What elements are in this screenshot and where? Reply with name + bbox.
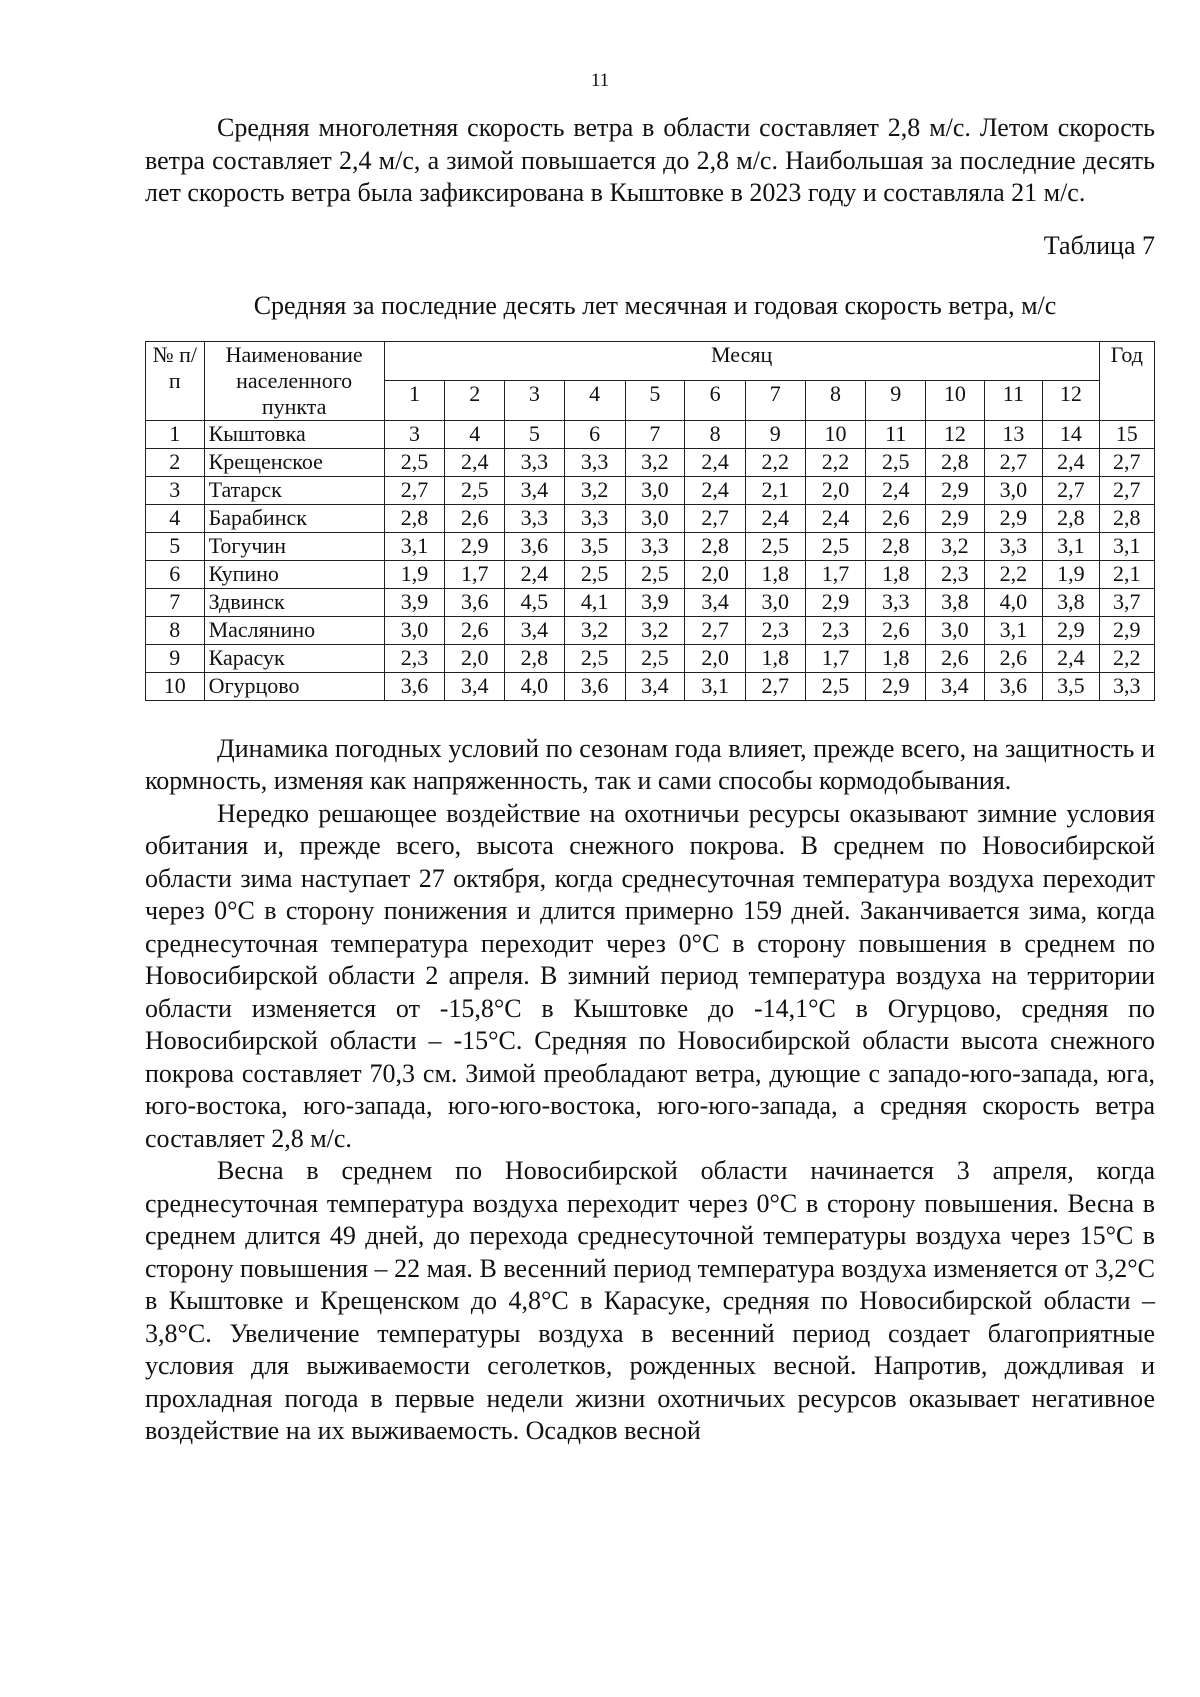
year-value-cell: 2,1	[1099, 560, 1154, 588]
year-value-cell: 2,7	[1099, 476, 1154, 504]
month-value-cell: 8	[685, 420, 746, 448]
month-value-cell: 2,6	[866, 504, 926, 532]
row-number-cell: 8	[146, 616, 205, 644]
month-value-cell: 3,4	[505, 476, 565, 504]
month-value-cell: 3,9	[625, 588, 685, 616]
row-number-cell: 4	[146, 504, 205, 532]
table-row	[146, 644, 1155, 672]
settlement-name-cell: Тогучин	[204, 532, 384, 560]
paragraph-winter: Нередко решающее воздействие на охотничьи ресурсы оказывают зимние условия обитания и, прежде всего, высота снежного покрова. В среднем по Новосибирской области зима наступает 27 октября, когда среднесуточная температура воздуха переходит через 0°С в сторону понижения и длится примерно 159 дней. Заканчивается зима, когда среднесуточная температура переходит через 0°С в сторону повышения в среднем по Новосибирской области 2 апреля. В зимний период температура воздуха на территории области изменяется от -15,8°С в Кыштовке до -14,1°С в Огурцово, средняя по Новосибирской области – -15°С. Средняя по Новосибирской области высота снежного покрова составляет 70,3 см. Зимой преобладают ветра, дующие с западо-юго-запада, юга, юго-востока, юго-запада, юго-юго-востока, юго-юго-запада, а средняя скорость ветра составляет 2,8 м/с.	[145, 798, 1155, 1153]
row-number-cell: 2	[146, 448, 205, 476]
month-value-cell: 3,6	[984, 672, 1043, 700]
month-value-cell: 2,7	[685, 504, 746, 532]
month-value-cell: 2,4	[445, 448, 505, 476]
month-value-cell: 1,8	[866, 644, 926, 672]
year-value-cell: 2,7	[1099, 448, 1154, 476]
month-value-cell: 3,3	[866, 588, 926, 616]
table-row	[146, 672, 1155, 700]
settlement-name-cell: Огурцово	[204, 672, 384, 700]
month-value-cell: 1,7	[805, 644, 866, 672]
header-month-8: 8	[805, 381, 866, 421]
year-value-cell: 2,2	[1099, 644, 1154, 672]
month-value-cell: 6	[564, 420, 625, 448]
month-value-cell: 2,4	[866, 476, 926, 504]
month-value-cell: 3,8	[1043, 588, 1099, 616]
month-value-cell: 2,7	[1043, 476, 1099, 504]
month-value-cell: 3,1	[1043, 532, 1099, 560]
month-value-cell: 3,6	[564, 672, 625, 700]
header-name: Наименование населенного пункта	[204, 341, 384, 420]
month-value-cell: 3,2	[564, 476, 625, 504]
body-text	[145, 733, 1155, 1448]
header-month-2: 2	[445, 381, 505, 421]
month-value-cell: 2,8	[384, 504, 445, 532]
month-value-cell: 14	[1043, 420, 1099, 448]
header-month-5: 5	[625, 381, 685, 421]
header-num: № п/п	[146, 341, 205, 420]
row-number-cell: 7	[146, 588, 205, 616]
month-value-cell: 3,8	[926, 588, 985, 616]
year-value-cell: 2,8	[1099, 504, 1154, 532]
month-value-cell: 3,5	[1043, 672, 1099, 700]
month-value-cell: 2,5	[625, 560, 685, 588]
month-value-cell: 2,9	[866, 672, 926, 700]
month-value-cell: 3,6	[384, 672, 445, 700]
header-month-11: 11	[984, 381, 1043, 421]
month-value-cell: 2,4	[805, 504, 866, 532]
month-value-cell: 2,4	[685, 448, 746, 476]
month-value-cell: 3,2	[625, 448, 685, 476]
header-month-12: 12	[1043, 381, 1099, 421]
month-value-cell: 3,5	[564, 532, 625, 560]
month-value-cell: 3,0	[926, 616, 985, 644]
month-value-cell: 2,3	[926, 560, 985, 588]
month-value-cell: 2,5	[805, 672, 866, 700]
month-value-cell: 2,6	[984, 644, 1043, 672]
month-value-cell: 9	[745, 420, 805, 448]
month-value-cell: 2,3	[384, 644, 445, 672]
table-row	[146, 588, 1155, 616]
month-value-cell: 2,0	[685, 560, 746, 588]
month-value-cell: 2,7	[745, 672, 805, 700]
month-value-cell: 2,5	[805, 532, 866, 560]
header-month-10: 10	[926, 381, 985, 421]
month-value-cell: 1,7	[445, 560, 505, 588]
header-month-1: 1	[384, 381, 445, 421]
page-number: 11	[590, 70, 610, 91]
year-value-cell: 3,1	[1099, 532, 1154, 560]
table-body	[146, 420, 1155, 700]
month-value-cell: 3,4	[625, 672, 685, 700]
month-value-cell: 2,5	[866, 448, 926, 476]
month-value-cell: 3,3	[505, 448, 565, 476]
month-value-cell: 3,4	[685, 588, 746, 616]
month-value-cell: 2,3	[745, 616, 805, 644]
table-title: Средняя за последние десять лет месячная и годовая скорость ветра, м/с	[253, 291, 1057, 320]
month-value-cell: 2,8	[926, 448, 985, 476]
month-value-cell: 3,0	[745, 588, 805, 616]
month-value-cell: 3,4	[505, 616, 565, 644]
row-number-cell: 1	[146, 420, 205, 448]
settlement-name-cell: Здвинск	[204, 588, 384, 616]
month-value-cell: 3,0	[625, 476, 685, 504]
row-number-cell: 3	[146, 476, 205, 504]
row-number-cell: 6	[146, 560, 205, 588]
month-value-cell: 11	[866, 420, 926, 448]
month-value-cell: 3,9	[384, 588, 445, 616]
month-value-cell: 3,1	[984, 616, 1043, 644]
month-value-cell: 2,3	[805, 616, 866, 644]
wind-speed-table	[145, 341, 1155, 701]
settlement-name-cell: Карасук	[204, 644, 384, 672]
month-value-cell: 3,6	[505, 532, 565, 560]
year-value-cell: 3,7	[1099, 588, 1154, 616]
paragraph-dynamics: Динамика погодных условий по сезонам года влияет, прежде всего, на защитность и кормность, изменяя как напряженность, так и сами способы кормодобывания.	[145, 733, 1155, 795]
row-number-cell: 9	[146, 644, 205, 672]
month-value-cell: 2,5	[564, 560, 625, 588]
month-value-cell: 2,9	[805, 588, 866, 616]
paragraph-spring: Весна в среднем по Новосибирской области начинается 3 апреля, когда среднесуточная температура воздуха переходит через 0°С в сторону повышения. Весна в среднем длится 49 дней, до перехода среднесуточной температуры воздуха через 15°С в сторону повышения – 22 мая. В весенний период температура воздуха изменяется от 3,2°С в Кыштовке и Крещенском до 4,8°С в Карасуке, средняя по Новосибирской области – 3,8°С. Увеличение температуры воздуха в весенний период создает благоприятные условия для выживаемости сеголетков, рожденных весной. Напротив, дождливая и прохладная погода в первые недели жизни охотничьих ресурсов оказывает негативное воздействие на их выживаемость. Осадков весной	[145, 1156, 1155, 1445]
month-value-cell: 2,4	[685, 476, 746, 504]
table-row	[146, 476, 1155, 504]
month-value-cell: 3,2	[625, 616, 685, 644]
month-value-cell: 3,3	[564, 504, 625, 532]
month-value-cell: 2,9	[984, 504, 1043, 532]
month-value-cell: 1,9	[1043, 560, 1099, 588]
table-row	[146, 532, 1155, 560]
settlement-name-cell: Крещенское	[204, 448, 384, 476]
month-value-cell: 1,8	[745, 560, 805, 588]
month-value-cell: 2,2	[745, 448, 805, 476]
month-value-cell: 3,0	[384, 616, 445, 644]
month-value-cell: 3,2	[926, 532, 985, 560]
month-value-cell: 2,4	[1043, 448, 1099, 476]
month-value-cell: 3,1	[384, 532, 445, 560]
month-value-cell: 3	[384, 420, 445, 448]
month-value-cell: 4,5	[505, 588, 565, 616]
table-label: Таблица 7	[1043, 230, 1155, 260]
header-year: Год	[1099, 341, 1154, 420]
month-value-cell: 2,5	[625, 644, 685, 672]
month-value-cell: 2,0	[805, 476, 866, 504]
month-value-cell: 3,3	[984, 532, 1043, 560]
month-value-cell: 2,8	[1043, 504, 1099, 532]
month-value-cell: 1,9	[384, 560, 445, 588]
header-month-4: 4	[564, 381, 625, 421]
header-month-7: 7	[745, 381, 805, 421]
settlement-name-cell: Маслянино	[204, 616, 384, 644]
month-value-cell: 2,0	[445, 644, 505, 672]
month-value-cell: 4,1	[564, 588, 625, 616]
month-value-cell: 2,2	[984, 560, 1043, 588]
month-value-cell: 2,4	[1043, 644, 1099, 672]
month-value-cell: 3,1	[685, 672, 746, 700]
month-value-cell: 3,0	[625, 504, 685, 532]
month-value-cell: 2,5	[445, 476, 505, 504]
month-value-cell: 2,8	[685, 532, 746, 560]
month-value-cell: 3,3	[505, 504, 565, 532]
month-value-cell: 3,4	[926, 672, 985, 700]
settlement-name-cell: Купино	[204, 560, 384, 588]
month-value-cell: 13	[984, 420, 1043, 448]
table-header-row	[146, 341, 1155, 381]
month-value-cell: 2,6	[866, 616, 926, 644]
month-value-cell: 4	[445, 420, 505, 448]
month-value-cell: 2,6	[926, 644, 985, 672]
month-value-cell: 3,0	[984, 476, 1043, 504]
month-value-cell: 3,3	[564, 448, 625, 476]
month-value-cell: 1,7	[805, 560, 866, 588]
header-month: Месяц	[384, 341, 1099, 381]
month-value-cell: 1,8	[866, 560, 926, 588]
month-value-cell: 2,1	[745, 476, 805, 504]
settlement-name-cell: Барабинск	[204, 504, 384, 532]
month-value-cell: 2,0	[685, 644, 746, 672]
month-value-cell: 3,2	[564, 616, 625, 644]
settlement-name-cell: Татарск	[204, 476, 384, 504]
month-value-cell: 2,4	[505, 560, 565, 588]
table-row	[146, 560, 1155, 588]
month-value-cell: 3,4	[445, 672, 505, 700]
month-value-cell: 2,7	[984, 448, 1043, 476]
settlement-name-cell: Кыштовка	[204, 420, 384, 448]
month-value-cell: 2,7	[384, 476, 445, 504]
month-value-cell: 2,6	[445, 504, 505, 532]
month-value-cell: 4,0	[505, 672, 565, 700]
row-number-cell: 5	[146, 532, 205, 560]
month-value-cell: 2,2	[805, 448, 866, 476]
header-month-3: 3	[505, 381, 565, 421]
month-value-cell: 3,3	[625, 532, 685, 560]
month-value-cell: 2,5	[745, 532, 805, 560]
year-value-cell: 15	[1099, 420, 1154, 448]
month-value-cell: 2,5	[384, 448, 445, 476]
table-row	[146, 420, 1155, 448]
month-value-cell: 5	[505, 420, 565, 448]
month-value-cell: 2,6	[445, 616, 505, 644]
header-month-6: 6	[685, 381, 746, 421]
header-month-9: 9	[866, 381, 926, 421]
table-row	[146, 504, 1155, 532]
month-value-cell: 4,0	[984, 588, 1043, 616]
month-value-cell: 2,9	[926, 476, 985, 504]
month-value-cell: 2,9	[1043, 616, 1099, 644]
year-value-cell: 3,3	[1099, 672, 1154, 700]
month-value-cell: 10	[805, 420, 866, 448]
month-value-cell: 2,9	[926, 504, 985, 532]
table-row	[146, 616, 1155, 644]
month-value-cell: 7	[625, 420, 685, 448]
year-value-cell: 2,9	[1099, 616, 1154, 644]
page-content	[145, 112, 1155, 1448]
month-value-cell: 3,6	[445, 588, 505, 616]
month-value-cell: 2,5	[564, 644, 625, 672]
table-row	[146, 448, 1155, 476]
month-value-cell: 2,8	[866, 532, 926, 560]
row-number-cell: 10	[146, 672, 205, 700]
month-value-cell: 2,8	[505, 644, 565, 672]
month-value-cell: 12	[926, 420, 985, 448]
month-value-cell: 2,4	[745, 504, 805, 532]
month-value-cell: 2,7	[685, 616, 746, 644]
month-value-cell: 1,8	[745, 644, 805, 672]
intro-paragraph: Средняя многолетняя скорость ветра в области составляет 2,8 м/с. Летом скорость ветра составляет 2,4 м/с, а зимой повышается до 2,8 м/с. Наибольшая за последние десять лет скорость ветра была зафиксирована в Кыштовке в 2023 году и составляла 21 м/с.	[145, 113, 1155, 207]
month-value-cell: 2,9	[445, 532, 505, 560]
